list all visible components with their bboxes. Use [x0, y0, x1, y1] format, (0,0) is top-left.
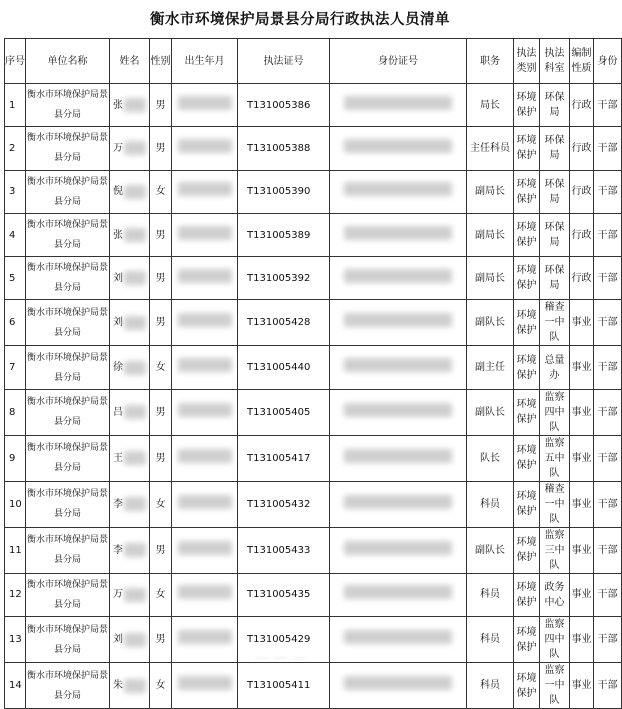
name-surname: 李	[113, 544, 123, 556]
table-row	[5, 170, 622, 213]
cell-position: 副局长	[467, 213, 514, 256]
redacted-id	[344, 449, 452, 463]
table-row	[5, 346, 622, 389]
cell-birth	[172, 435, 238, 481]
cell-cert: T131005435	[238, 573, 330, 616]
table-header-row	[5, 39, 622, 84]
cell-name	[110, 170, 150, 213]
cell-birth	[172, 617, 238, 663]
cell-staffing: 行政	[570, 84, 594, 127]
redacted-name	[124, 543, 146, 557]
redacted-birth	[178, 358, 232, 372]
redacted-id	[344, 358, 452, 372]
redacted-birth	[178, 182, 232, 196]
name-surname: 倪	[113, 186, 123, 198]
cell-name	[110, 84, 150, 127]
cell-seq: 11	[5, 527, 26, 573]
cell-office: 环保局	[540, 127, 570, 170]
redacted-birth	[178, 403, 232, 417]
cell-unit: 衡水市环境保护局景县分局	[26, 573, 110, 616]
cell-category: 环境保护	[514, 617, 540, 663]
cell-category: 环境保护	[514, 389, 540, 435]
cell-cert: T131005386	[238, 84, 330, 127]
redacted-id	[344, 495, 452, 509]
cell-staffing: 事业	[570, 663, 594, 709]
cell-staffing: 行政	[570, 257, 594, 300]
cell-identity: 干部	[594, 573, 622, 616]
header-identity: 身份	[594, 39, 622, 84]
cell-staffing: 事业	[570, 573, 594, 616]
redacted-id	[344, 630, 452, 644]
cell-birth	[172, 213, 238, 256]
redacted-id	[344, 403, 452, 417]
cell-staffing: 行政	[570, 213, 594, 256]
cell-position: 副局长	[467, 170, 514, 213]
cell-staffing: 事业	[570, 389, 594, 435]
cell-cert: T131005428	[238, 300, 330, 346]
personnel-table	[4, 38, 622, 709]
redacted-name	[124, 361, 146, 375]
cell-unit: 衡水市环境保护局景县分局	[26, 663, 110, 709]
name-surname: 徐	[113, 362, 123, 374]
cell-seq: 12	[5, 573, 26, 616]
cell-id	[330, 170, 467, 213]
cell-cert: T131005440	[238, 346, 330, 389]
cell-gender: 男	[150, 389, 172, 435]
cell-seq: 8	[5, 389, 26, 435]
cell-position: 副局长	[467, 257, 514, 300]
table-row	[5, 257, 622, 300]
cell-cert: T131005389	[238, 213, 330, 256]
header-cert: 执法证号	[238, 39, 330, 84]
cell-id	[330, 389, 467, 435]
cell-unit: 衡水市环境保护局景县分局	[26, 481, 110, 527]
redacted-name	[124, 185, 146, 199]
cell-unit: 衡水市环境保护局景县分局	[26, 127, 110, 170]
cell-gender: 男	[150, 300, 172, 346]
cell-identity: 干部	[594, 617, 622, 663]
redacted-name	[124, 633, 146, 647]
cell-id	[330, 481, 467, 527]
redacted-name	[124, 497, 146, 511]
cell-cert: T131005388	[238, 127, 330, 170]
cell-identity: 干部	[594, 300, 622, 346]
cell-category: 环境保护	[514, 573, 540, 616]
cell-office: 稽查一中队	[540, 300, 570, 346]
name-surname: 万	[113, 589, 123, 601]
redacted-birth	[178, 495, 232, 509]
cell-id	[330, 127, 467, 170]
cell-staffing: 事业	[570, 617, 594, 663]
cell-unit: 衡水市环境保护局景县分局	[26, 170, 110, 213]
cell-id	[330, 346, 467, 389]
redacted-birth	[178, 630, 232, 644]
document-title: 衡水市环境保护局景县分局行政执法人员清单	[150, 11, 450, 28]
cell-office: 监察一中队	[540, 663, 570, 709]
cell-name	[110, 257, 150, 300]
redacted-name	[124, 98, 146, 112]
header-id: 身份证号	[330, 39, 467, 84]
cell-position: 局长	[467, 84, 514, 127]
cell-category: 环境保护	[514, 84, 540, 127]
cell-position: 副队长	[467, 389, 514, 435]
cell-seq: 1	[5, 84, 26, 127]
redacted-name	[124, 271, 146, 285]
cell-position: 科员	[467, 663, 514, 709]
cell-seq: 2	[5, 127, 26, 170]
cell-name	[110, 481, 150, 527]
redacted-id	[344, 139, 452, 153]
cell-gender: 女	[150, 663, 172, 709]
name-surname: 万	[113, 142, 123, 154]
header-position: 职务	[467, 39, 514, 84]
table-row	[5, 617, 622, 663]
cell-office: 环保局	[540, 213, 570, 256]
cell-birth	[172, 300, 238, 346]
cell-identity: 干部	[594, 170, 622, 213]
name-surname: 吕	[113, 406, 123, 418]
cell-unit: 衡水市环境保护局景县分局	[26, 527, 110, 573]
cell-birth	[172, 573, 238, 616]
cell-gender: 男	[150, 257, 172, 300]
cell-gender: 男	[150, 435, 172, 481]
cell-id	[330, 527, 467, 573]
cell-cert: T131005433	[238, 527, 330, 573]
header-unit: 单位名称	[26, 39, 110, 84]
header-gender: 性别	[150, 39, 172, 84]
cell-seq: 6	[5, 300, 26, 346]
redacted-birth	[178, 139, 232, 153]
cell-cert: T131005405	[238, 389, 330, 435]
cell-position: 科员	[467, 573, 514, 616]
redacted-name	[124, 451, 146, 465]
name-surname: 刘	[113, 634, 123, 646]
cell-position: 科员	[467, 617, 514, 663]
table-row	[5, 481, 622, 527]
redacted-id	[344, 269, 452, 283]
cell-gender: 男	[150, 127, 172, 170]
cell-name	[110, 617, 150, 663]
cell-unit: 衡水市环境保护局景县分局	[26, 213, 110, 256]
cell-seq: 4	[5, 213, 26, 256]
cell-cert: T131005429	[238, 617, 330, 663]
cell-seq: 5	[5, 257, 26, 300]
redacted-name	[124, 316, 146, 330]
cell-identity: 干部	[594, 213, 622, 256]
table-row	[5, 213, 622, 256]
redacted-name	[124, 405, 146, 419]
cell-id	[330, 435, 467, 481]
cell-office: 政务中心	[540, 573, 570, 616]
header-name: 姓名	[110, 39, 150, 84]
name-surname: 朱	[113, 680, 123, 692]
cell-name	[110, 527, 150, 573]
cell-birth	[172, 527, 238, 573]
cell-gender: 女	[150, 170, 172, 213]
redacted-id	[344, 182, 452, 196]
cell-id	[330, 84, 467, 127]
header-seq: 序号	[5, 39, 26, 84]
cell-id	[330, 213, 467, 256]
redacted-id	[344, 585, 452, 599]
cell-office: 环保局	[540, 84, 570, 127]
cell-id	[330, 573, 467, 616]
cell-staffing: 事业	[570, 481, 594, 527]
table-row	[5, 435, 622, 481]
redacted-birth	[178, 676, 232, 690]
header-category: 执法类别	[514, 39, 540, 84]
cell-category: 环境保护	[514, 435, 540, 481]
cell-birth	[172, 663, 238, 709]
redacted-birth	[178, 541, 232, 555]
cell-office: 监察四中队	[540, 389, 570, 435]
redacted-name	[124, 228, 146, 242]
table-row	[5, 527, 622, 573]
cell-identity: 干部	[594, 663, 622, 709]
redacted-name	[124, 141, 146, 155]
cell-cert: T131005417	[238, 435, 330, 481]
cell-position: 科员	[467, 481, 514, 527]
cell-seq: 3	[5, 170, 26, 213]
cell-id	[330, 257, 467, 300]
cell-staffing: 事业	[570, 527, 594, 573]
cell-identity: 干部	[594, 389, 622, 435]
cell-staffing: 事业	[570, 346, 594, 389]
cell-gender: 女	[150, 573, 172, 616]
cell-unit: 衡水市环境保护局景县分局	[26, 389, 110, 435]
cell-cert: T131005432	[238, 481, 330, 527]
name-surname: 刘	[113, 317, 123, 329]
header-birth: 出生年月	[172, 39, 238, 84]
cell-category: 环境保护	[514, 300, 540, 346]
cell-staffing: 行政	[570, 127, 594, 170]
cell-office: 监察三中队	[540, 527, 570, 573]
cell-identity: 干部	[594, 527, 622, 573]
cell-name	[110, 663, 150, 709]
cell-office: 环保局	[540, 170, 570, 213]
cell-birth	[172, 170, 238, 213]
watermark: — — —	[255, 650, 306, 666]
name-surname: 王	[113, 452, 123, 464]
cell-category: 环境保护	[514, 170, 540, 213]
cell-category: 环境保护	[514, 213, 540, 256]
redacted-birth	[178, 96, 232, 110]
name-surname: 刘	[113, 272, 123, 284]
cell-cert: T131005411	[238, 663, 330, 709]
cell-staffing: 事业	[570, 300, 594, 346]
cell-id	[330, 300, 467, 346]
redacted-id	[344, 96, 452, 110]
cell-id	[330, 663, 467, 709]
cell-unit: 衡水市环境保护局景县分局	[26, 346, 110, 389]
cell-position: 副队长	[467, 527, 514, 573]
cell-gender: 男	[150, 213, 172, 256]
redacted-id	[344, 541, 452, 555]
cell-seq: 7	[5, 346, 26, 389]
cell-identity: 干部	[594, 84, 622, 127]
cell-unit: 衡水市环境保护局景县分局	[26, 300, 110, 346]
name-surname: 张	[113, 229, 123, 241]
cell-seq: 10	[5, 481, 26, 527]
cell-birth	[172, 257, 238, 300]
table-row	[5, 389, 622, 435]
cell-gender: 女	[150, 481, 172, 527]
cell-category: 环境保护	[514, 346, 540, 389]
cell-identity: 干部	[594, 481, 622, 527]
cell-cert: T131005392	[238, 257, 330, 300]
redacted-id	[344, 313, 452, 327]
cell-identity: 干部	[594, 257, 622, 300]
cell-position: 队长	[467, 435, 514, 481]
cell-name	[110, 300, 150, 346]
cell-category: 环境保护	[514, 127, 540, 170]
cell-name	[110, 573, 150, 616]
cell-gender: 男	[150, 527, 172, 573]
cell-office: 监察五中队	[540, 435, 570, 481]
header-office: 执法科室	[540, 39, 570, 84]
cell-unit: 衡水市环境保护局景县分局	[26, 617, 110, 663]
cell-category: 环境保护	[514, 663, 540, 709]
cell-position: 主任科员	[467, 127, 514, 170]
cell-seq: 13	[5, 617, 26, 663]
cell-birth	[172, 389, 238, 435]
cell-name	[110, 346, 150, 389]
cell-unit: 衡水市环境保护局景县分局	[26, 435, 110, 481]
cell-birth	[172, 84, 238, 127]
cell-category: 环境保护	[514, 481, 540, 527]
cell-office: 环保局	[540, 257, 570, 300]
redacted-birth	[178, 226, 232, 240]
cell-gender: 女	[150, 346, 172, 389]
table-row	[5, 84, 622, 127]
redacted-id	[344, 226, 452, 240]
cell-name	[110, 127, 150, 170]
table-row	[5, 300, 622, 346]
cell-name	[110, 389, 150, 435]
cell-cert: T131005390	[238, 170, 330, 213]
cell-staffing: 行政	[570, 170, 594, 213]
table-row	[5, 127, 622, 170]
redacted-birth	[178, 449, 232, 463]
cell-office: 监察四中队	[540, 617, 570, 663]
redacted-id	[344, 676, 452, 690]
cell-gender: 男	[150, 617, 172, 663]
cell-seq: 9	[5, 435, 26, 481]
cell-birth	[172, 481, 238, 527]
name-surname: 李	[113, 498, 123, 510]
table-row	[5, 663, 622, 709]
redacted-birth	[178, 313, 232, 327]
cell-identity: 干部	[594, 346, 622, 389]
cell-unit: 衡水市环境保护局景县分局	[26, 257, 110, 300]
cell-seq: 14	[5, 663, 26, 709]
cell-birth	[172, 127, 238, 170]
redacted-birth	[178, 269, 232, 283]
cell-identity: 干部	[594, 127, 622, 170]
cell-position: 副队长	[467, 300, 514, 346]
redacted-birth	[178, 585, 232, 599]
cell-unit: 衡水市环境保护局景县分局	[26, 84, 110, 127]
cell-office: 稽查一中队	[540, 481, 570, 527]
cell-name	[110, 435, 150, 481]
cell-name	[110, 213, 150, 256]
cell-office: 总量办	[540, 346, 570, 389]
cell-staffing: 事业	[570, 435, 594, 481]
table-row	[5, 573, 622, 616]
cell-id	[330, 617, 467, 663]
cell-position: 副主任	[467, 346, 514, 389]
cell-category: 环境保护	[514, 257, 540, 300]
redacted-name	[124, 588, 146, 602]
table-body	[5, 84, 622, 709]
redacted-name	[124, 679, 146, 693]
header-staffing: 编制性质	[570, 39, 594, 84]
cell-gender: 男	[150, 84, 172, 127]
name-surname: 张	[113, 99, 123, 111]
cell-category: 环境保护	[514, 527, 540, 573]
cell-birth	[172, 346, 238, 389]
cell-identity: 干部	[594, 435, 622, 481]
